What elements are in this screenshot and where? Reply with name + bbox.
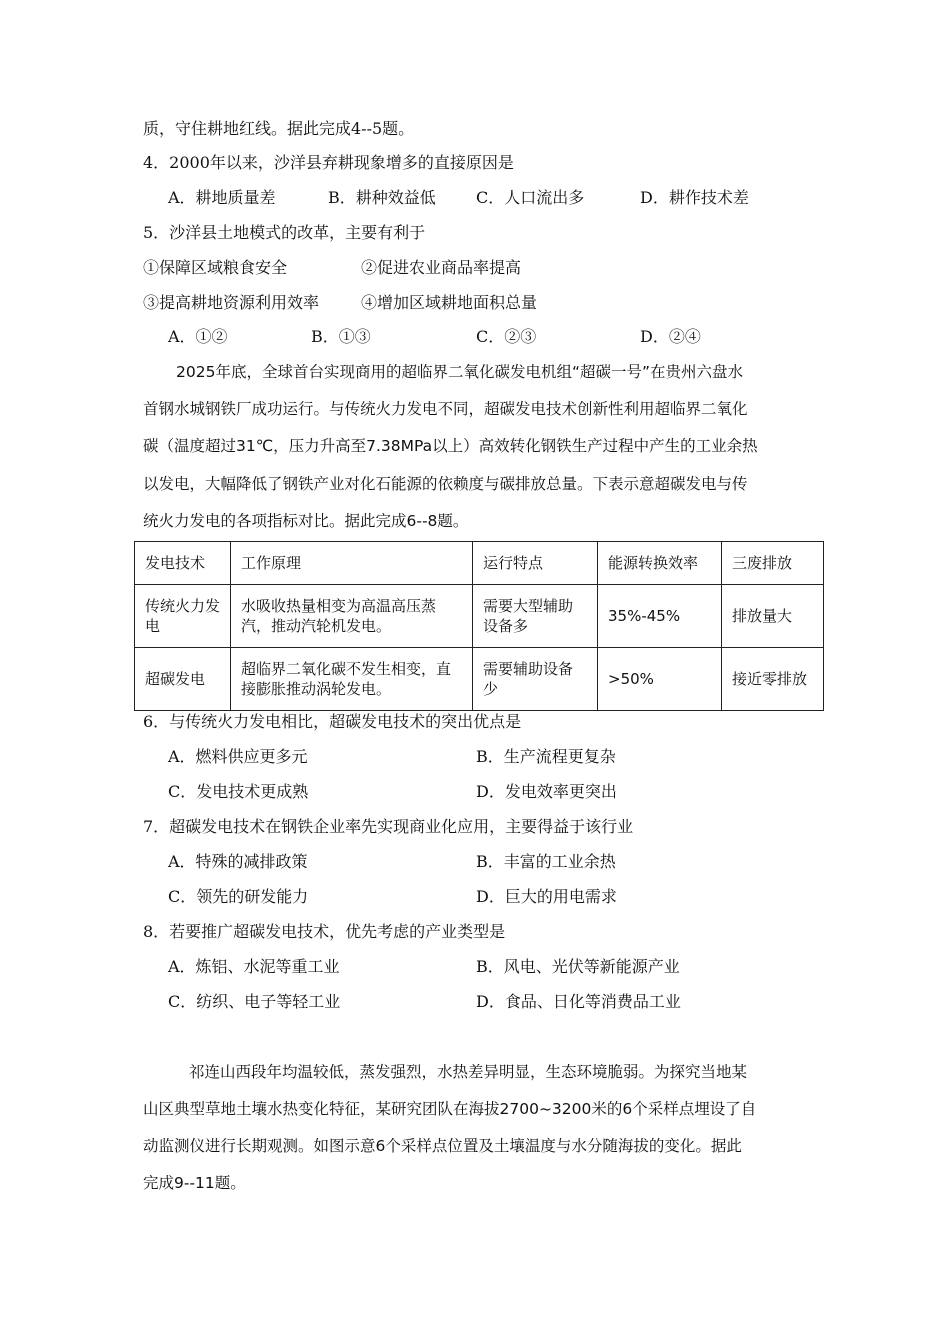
q8-option-b[interactable]: B．风电、光伏等新能源产业 — [476, 957, 680, 976]
table-header-cell: 发电技术 — [135, 542, 231, 585]
q8-option-a[interactable]: A．炼铝、水泥等重工业 — [168, 957, 340, 976]
q7-option-a[interactable]: A．特殊的减排政策 — [168, 852, 308, 871]
q4-option-d[interactable]: D．耕作技术差 — [640, 188, 749, 207]
table-header-row — [135, 542, 824, 585]
table-cell: 排放量大 — [722, 585, 824, 648]
q5-option-a[interactable]: A．①② — [168, 327, 228, 346]
q5-item-3: ③提高耕地资源利用效率 — [143, 293, 320, 312]
q5-item-4: ④增加区域耕地面积总量 — [361, 293, 538, 312]
passage2-line-3: 碳（温度超过31℃，压力升高至7.38MPa以上）高效转化钢铁生产过程中产生的工业余热 — [143, 437, 758, 455]
q8-stem: 8．若要推广超碳发电技术，优先考虑的产业类型是 — [143, 922, 506, 941]
passage2-line-5: 统火力发电的各项指标对比。据此完成6--8题。 — [143, 512, 469, 530]
table-cell: 超碳发电 — [135, 648, 231, 711]
table-cell: 水吸收热量相变为高温高压蒸汽，推动汽轮机发电。 — [231, 585, 473, 648]
q5-item-2: ②促进农业商品率提高 — [361, 258, 522, 277]
q7-stem: 7．超碳发电技术在钢铁企业率先实现商业化应用，主要得益于该行业 — [143, 817, 634, 836]
table-cell: 传统火力发电 — [135, 585, 231, 648]
table-row — [135, 648, 824, 711]
passage2-line-1: 2025年底，全球首台实现商用的超临界二氧化碳发电机组“超碳一号”在贵州六盘水 — [176, 363, 744, 381]
passage2-line-4: 以发电，大幅降低了钢铁产业对化石能源的依赖度与碳排放总量。下表示意超碳发电与传 — [143, 475, 748, 493]
q5-item-1: ①保障区域粮食安全 — [143, 258, 288, 277]
comparison-table — [134, 541, 824, 711]
table-header-cell: 三废排放 — [722, 542, 824, 585]
q6-option-a[interactable]: A．燃料供应更多元 — [168, 747, 308, 766]
q4-stem: 4．2000年以来，沙洋县弃耕现象增多的直接原因是 — [143, 153, 514, 172]
table-cell: 35%-45% — [598, 585, 722, 648]
q4-option-c[interactable]: C．人口流出多 — [476, 188, 585, 207]
q6-stem: 6．与传统火力发电相比，超碳发电技术的突出优点是 — [143, 712, 522, 731]
q5-stem: 5．沙洋县土地模式的改革，主要有利于 — [143, 223, 426, 242]
passage3-line-3: 动监测仪进行长期观测。如图示意6个采样点位置及土壤温度与水分随海拔的变化。据此 — [143, 1137, 742, 1155]
table-header-cell: 能源转换效率 — [598, 542, 722, 585]
table-cell: 接近零排放 — [722, 648, 824, 711]
q7-option-c[interactable]: C．领先的研发能力 — [168, 887, 309, 906]
q6-option-d[interactable]: D．发电效率更突出 — [476, 782, 617, 801]
passage3-line-1: 祁连山西段年均温较低，蒸发强烈，水热差异明显，生态环境脆弱。为探究当地某 — [189, 1063, 748, 1081]
passage2-line-2: 首钢水城钢铁厂成功运行。与传统火力发电不同，超碳发电技术创新性利用超临界二氧化 — [143, 400, 748, 418]
q4-option-a[interactable]: A．耕地质量差 — [168, 188, 276, 207]
passage3-line-2: 山区典型草地土壤水热变化特征，某研究团队在海拔2700~3200米的6个采样点埋设了自 — [143, 1100, 757, 1118]
table-header-cell: 工作原理 — [231, 542, 473, 585]
q6-option-b[interactable]: B．生产流程更复杂 — [476, 747, 616, 766]
table-cell: 需要辅助设备少 — [473, 648, 598, 711]
q8-option-d[interactable]: D．食品、日化等消费品工业 — [476, 992, 681, 1011]
q7-option-b[interactable]: B．丰富的工业余热 — [476, 852, 616, 871]
q7-option-d[interactable]: D．巨大的用电需求 — [476, 887, 617, 906]
q8-option-c[interactable]: C．纺织、电子等轻工业 — [168, 992, 341, 1011]
q4-option-b[interactable]: B．耕种效益低 — [328, 188, 436, 207]
q6-option-c[interactable]: C．发电技术更成熟 — [168, 782, 309, 801]
q5-option-d[interactable]: D．②④ — [640, 327, 701, 346]
passage3-line-4: 完成9--11题。 — [143, 1174, 246, 1192]
q5-option-c[interactable]: C．②③ — [476, 327, 537, 346]
table-cell: 需要大型辅助设备多 — [473, 585, 598, 648]
table-cell: 超临界二氧化碳不发生相变，直接膨胀推动涡轮发电。 — [231, 648, 473, 711]
table-row — [135, 585, 824, 648]
q5-option-b[interactable]: B．①③ — [311, 327, 371, 346]
passage1-tail: 质，守住耕地红线。据此完成4--5题。 — [143, 119, 415, 138]
table-header-cell: 运行特点 — [473, 542, 598, 585]
table-cell: >50% — [598, 648, 722, 711]
